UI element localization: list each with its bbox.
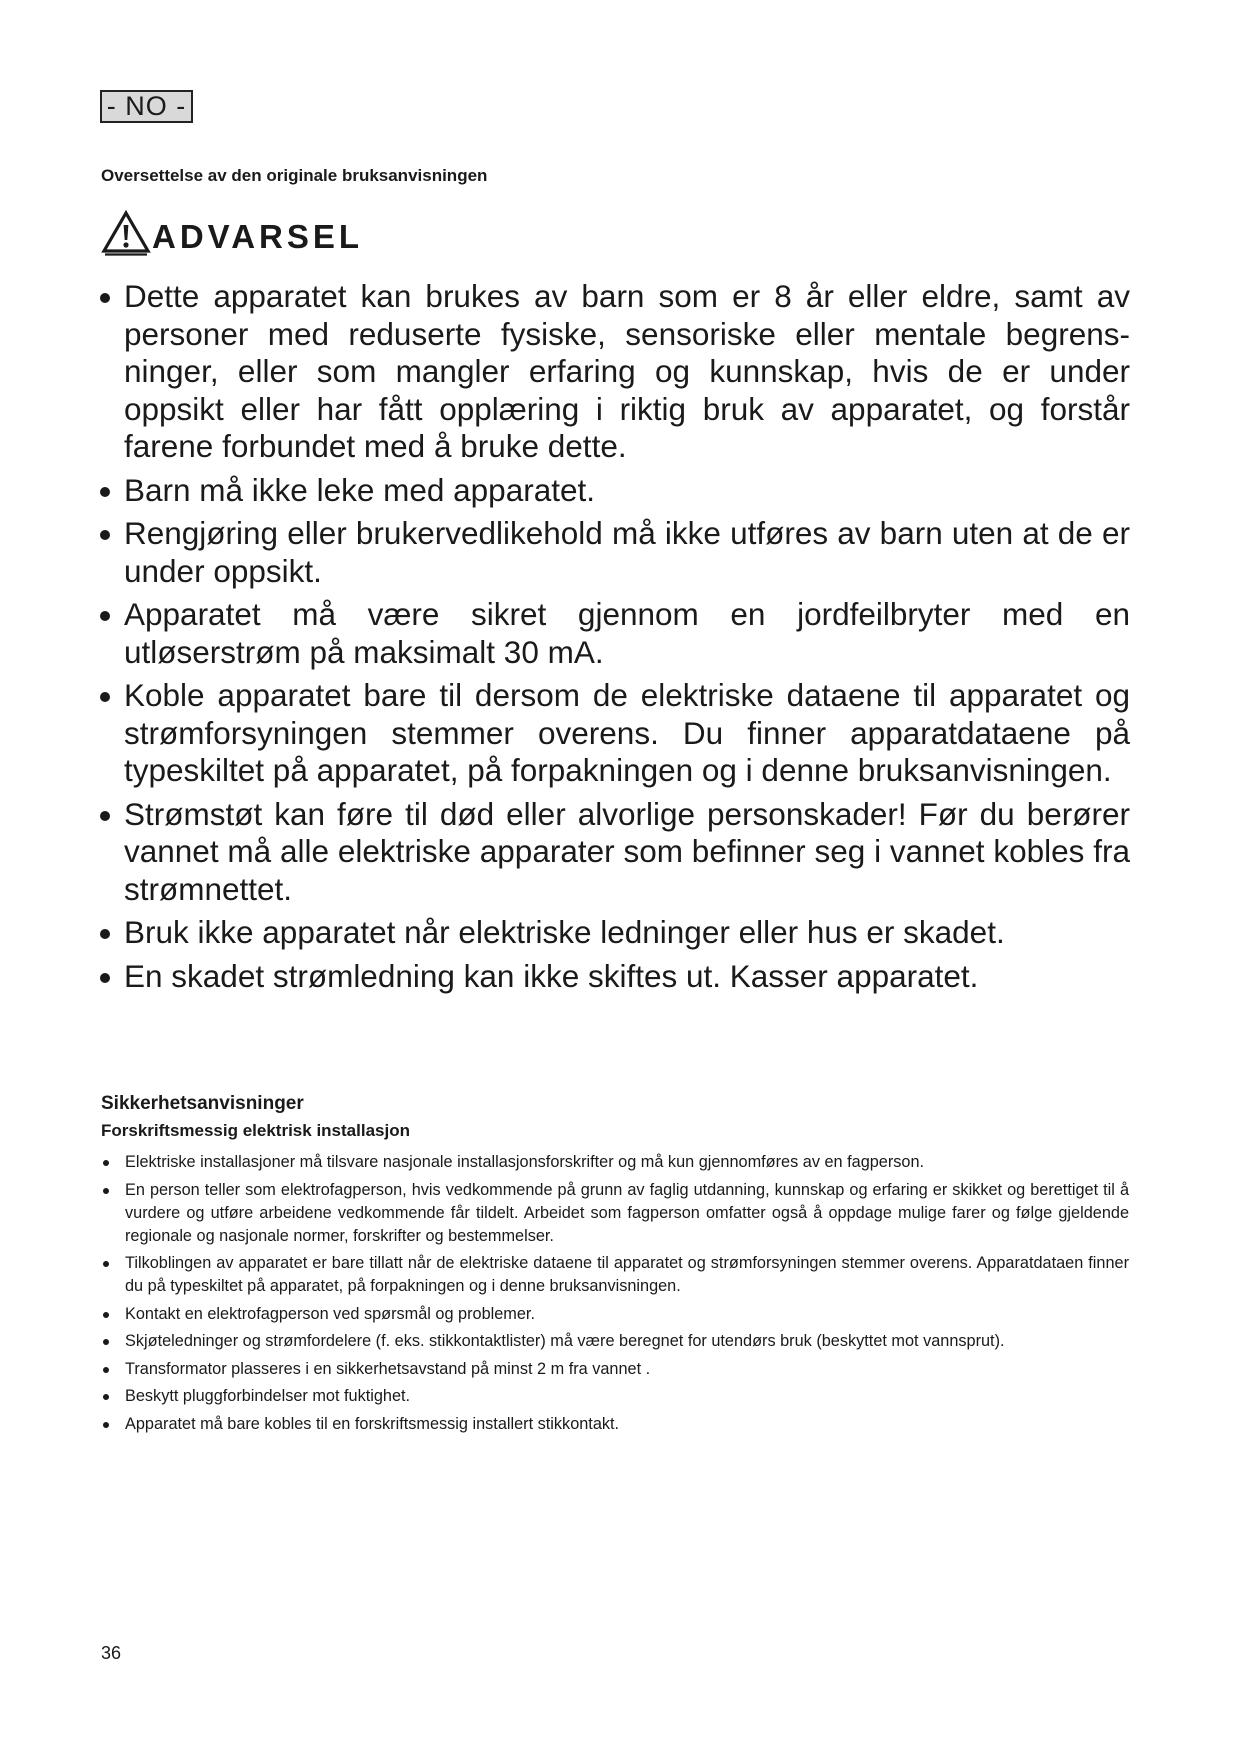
safety-item: Elektriske installasjoner må tilsvare nasjonale installasjonsforskrifter og må kun gjennomføres av en fagperson. xyxy=(101,1151,1129,1174)
safety-item: Skjøteledninger og strømfordelere (f. eks. stikkontaktlister) må være beregnet for utendørs bruk (beskyttet mot vannsprut). xyxy=(101,1330,1129,1353)
safety-item: Kontakt en elektrofagperson ved spørsmål og problemer. xyxy=(101,1303,1129,1326)
warning-item: Barn må ikke leke med apparatet. xyxy=(100,472,1130,510)
safety-section-subtitle: Forskriftsmessig elektrisk installasjon xyxy=(101,1121,410,1140)
warning-item: Rengjøring eller brukervedlikehold må ikke utføres av barn uten at de er under oppsikt. xyxy=(100,515,1130,590)
warning-item: Bruk ikke apparatet når elektriske ledninger eller hus er skadet. xyxy=(100,914,1130,952)
warning-list xyxy=(100,278,1130,1001)
safety-item: Beskytt pluggforbindelser mot fuktighet. xyxy=(101,1385,1129,1408)
warning-item: En skadet strømledning kan ikke skiftes ut. Kasser apparatet. xyxy=(100,958,1130,996)
warning-item: Koble apparatet bare til dersom de elektriske dataene til apparatet og strømforsyningen stemmer overens. Du finner apparatdataene på typeskiltet på apparatet, på forpakningen og i denne bruksanvisningen. xyxy=(100,677,1130,790)
safety-item: Tilkoblingen av apparatet er bare tillatt når de elektriske dataene til apparatet og strømforsyningen stemmer overens. Apparatdataen finner du på typeskiltet på apparatet, på forpakningen og i denne bruksanvisningen. xyxy=(101,1252,1129,1298)
safety-item: En person teller som elektrofagperson, hvis vedkommende på grunn av faglig utdanning, kunnskap og erfaring er skikket og berettiget til å vurdere og utføre arbeidene vedkommende får tildelt. Arbeidet som fagperson omfatter også å oppdage mulige farer og følge gjeldende regionale og nasjonale normer, forskrifter og bestemmelser. xyxy=(101,1179,1129,1248)
language-label: - NO - xyxy=(100,90,193,123)
safety-section-title: Sikkerhetsanvisninger xyxy=(101,1093,304,1114)
warning-item: Strømstøt kan føre til død eller alvorlige personskader! Før du berører vannet må alle elektriske apparater som befinner seg i vannet kobles fra strømnettet. xyxy=(100,796,1130,909)
page-number: 36 xyxy=(101,1643,122,1663)
safety-list xyxy=(101,1151,1129,1440)
document-subtitle: Oversettelse av den originale bruksanvisningen xyxy=(101,166,488,185)
warning-item: Apparatet må være sikret gjennom en jordfeilbryter med en utløserstrøm på maksimalt 30 mA. xyxy=(100,596,1130,671)
warning-item: Dette apparatet kan brukes av barn som er 8 år eller eldre, samt av personer med reduserte fysiske, sensoriske eller mentale begrensninger, eller som mangler erfaring og kunnskap, hvis de er under oppsikt eller har fått opplæring i riktig bruk av apparatet, og forstår farene forbundet med å bruke dette. xyxy=(100,278,1130,466)
safety-item: Transformator plasseres i en sikkerhetsavstand på minst 2 m fra vannet . xyxy=(101,1358,1129,1381)
warning-header xyxy=(101,210,363,256)
warning-title: ADVARSEL xyxy=(152,218,364,255)
warning-triangle-icon xyxy=(101,210,151,256)
safety-item: Apparatet må bare kobles til en forskriftsmessig installert stikkontakt. xyxy=(101,1413,1129,1436)
